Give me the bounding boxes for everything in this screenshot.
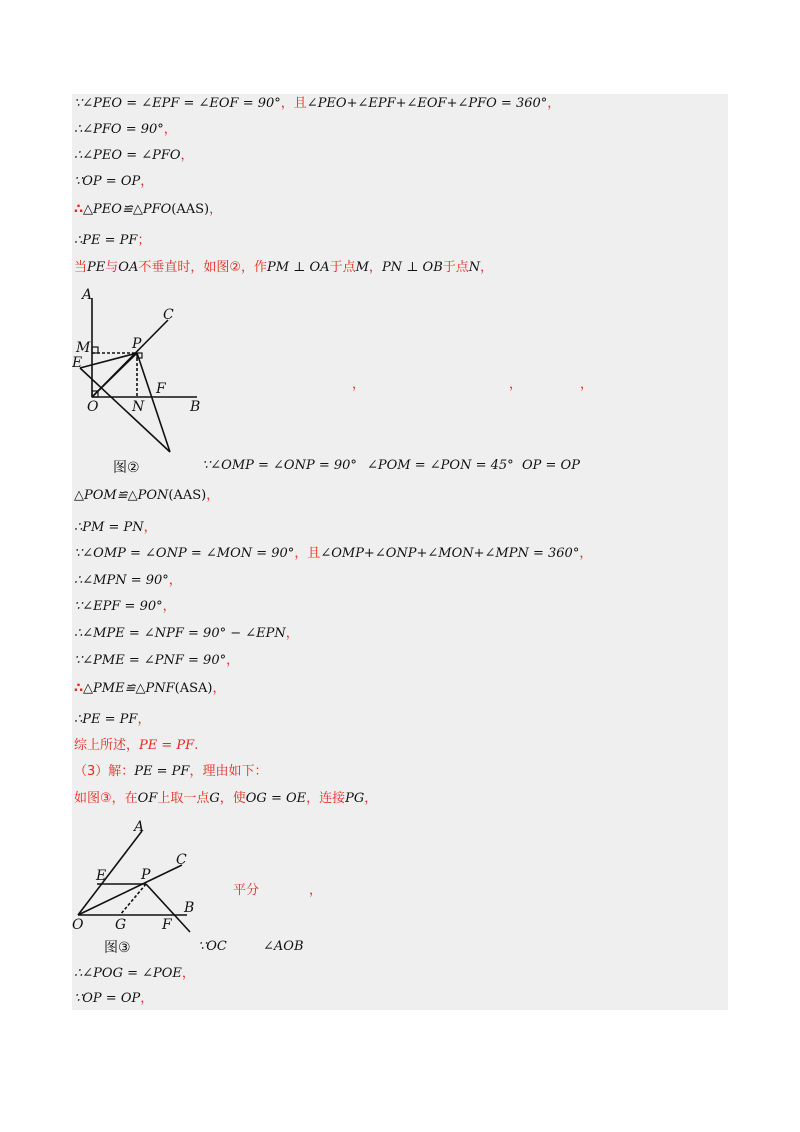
proof-line-11 <box>74 545 592 563</box>
comma: ， <box>547 96 561 111</box>
comma: ， <box>163 122 177 137</box>
therefore-symbol: ∴ <box>74 202 84 217</box>
figure-3-caption: 图③ <box>104 940 131 956</box>
label-M: M <box>76 340 91 356</box>
comma: ， <box>509 377 523 392</box>
text: 上取一点 <box>157 791 210 806</box>
proof-line-9 <box>74 487 219 505</box>
proof-line-16 <box>74 680 225 698</box>
label-C: C <box>176 852 187 868</box>
text: ，连接 <box>306 791 346 806</box>
math-expression: PE = PF <box>139 738 195 753</box>
right-angle-M <box>92 347 98 353</box>
therefore-symbol: ∴ <box>74 681 84 696</box>
label-A: A <box>134 819 145 835</box>
proof-line-19 <box>74 763 267 781</box>
math-expression: ∴∠PEO = ∠PFO <box>74 148 181 163</box>
label-P: P <box>141 867 151 883</box>
text: 于点 <box>329 260 356 275</box>
congruence-reason: (AAS) <box>171 202 210 217</box>
math-expression: ∴∠PFO = 90° <box>74 122 164 137</box>
text: 综上所述， <box>74 738 140 753</box>
math-expression: ∴PE = PF <box>74 233 138 248</box>
proof-line-23 <box>74 990 153 1008</box>
comma: ， <box>143 520 157 535</box>
math-expression: ∴∠MPE = ∠NPF = 90° − ∠EPN <box>74 626 286 641</box>
text: 如图③，在 <box>74 791 138 806</box>
proof-line-20 <box>74 790 377 808</box>
proof-line-22 <box>74 965 195 983</box>
comma: ， <box>162 599 176 614</box>
angle-equality: ∵∠PEO = ∠EPF = ∠EOF = 90° <box>74 96 281 111</box>
math-expression: ∵OC <box>198 939 227 954</box>
comma: ， <box>580 377 594 392</box>
math-expression: ∵∠OMP = ∠ONP = ∠MON = 90° <box>74 546 295 561</box>
text: ，理由如下： <box>189 764 268 779</box>
label-O: O <box>72 917 84 933</box>
ray-OC <box>78 865 182 915</box>
comma: ， <box>209 202 223 217</box>
proof-line-14 <box>74 625 299 643</box>
math-expression: G <box>209 791 220 806</box>
math-expression: OA <box>118 260 139 275</box>
text: 于点 <box>442 260 469 275</box>
label-A: A <box>82 287 93 303</box>
comma: ， <box>206 488 220 503</box>
math-expression: ∠POM = ∠PON = 45° <box>367 458 514 473</box>
comma: ， <box>368 260 382 275</box>
angle-sum: ∠OMP+∠ONP+∠MON+∠MPN = 360° <box>320 546 580 561</box>
text-and: ，且 <box>294 546 321 561</box>
comma: ， <box>180 148 194 163</box>
text: 不垂直时，如图②，作 <box>138 260 267 275</box>
proof-line-5 <box>74 201 222 219</box>
proof-line-17 <box>74 711 150 729</box>
comma: ， <box>137 712 151 727</box>
ray-OA <box>78 831 142 915</box>
math-expression: M <box>355 260 369 275</box>
text: （3）解： <box>74 764 135 779</box>
proof-line-4 <box>74 173 153 191</box>
label-P: P <box>132 336 142 352</box>
math-expression: OG = OE <box>245 791 307 806</box>
math-expression: PG <box>345 791 365 806</box>
comma: ， <box>579 546 593 561</box>
math-expression: ∠AOB <box>263 939 304 954</box>
comma: ， <box>309 883 323 898</box>
congruence-statement: △PEO≌△PFO <box>83 202 172 217</box>
proof-line-1 <box>74 95 560 113</box>
text: ，使 <box>219 791 246 806</box>
comma: ， <box>212 681 226 696</box>
comma: ， <box>140 991 154 1006</box>
label-F: F <box>156 381 166 397</box>
math-expression: ∵∠OMP = ∠ONP = 90° <box>202 458 357 473</box>
proof-line-12 <box>74 572 182 590</box>
comma: ， <box>364 791 378 806</box>
comma: ， <box>226 653 240 668</box>
text: 与 <box>105 260 119 275</box>
math-expression: PN ⊥ OB <box>381 260 443 275</box>
figure-2-diagram <box>72 282 222 482</box>
math-expression: ∵OP = OP <box>74 991 141 1006</box>
comma: ， <box>285 626 299 641</box>
math-expression: OP = OP <box>522 458 580 473</box>
label-E: E <box>72 355 83 371</box>
label-F: F <box>162 917 172 933</box>
figure-2-caption: 图② <box>113 460 140 476</box>
congruence-reason: (ASA) <box>174 681 213 696</box>
math-expression: ∵∠EPF = 90° <box>74 599 163 614</box>
comma: ， <box>480 260 494 275</box>
proof-line-6 <box>74 232 150 250</box>
proof-line-15 <box>74 652 239 670</box>
text-and: ，且 <box>280 96 307 111</box>
comma: ， <box>181 966 195 981</box>
math-expression: PE = PF <box>134 764 190 779</box>
math-expression: PM ⊥ OA <box>266 260 330 275</box>
math-expression: ∵∠PME = ∠PNF = 90° <box>74 653 227 668</box>
proof-line-13 <box>74 598 176 616</box>
math-expression: N <box>468 260 481 275</box>
proof-line-18 <box>74 737 198 755</box>
congruence-reason: (AAS) <box>168 488 207 503</box>
proof-line-7 <box>74 259 493 277</box>
math-expression: ∴∠POG = ∠POE <box>74 966 182 981</box>
label-B: B <box>190 399 201 415</box>
figure-3-diagram <box>72 815 212 960</box>
congruence-statement: △POM≌△PON <box>74 488 169 503</box>
angle-sum: ∠PEO+∠EPF+∠EOF+∠PFO = 360° <box>306 96 548 111</box>
label-N: N <box>132 399 145 415</box>
math-expression: ∴PE = PF <box>74 712 138 727</box>
comma: ， <box>168 573 182 588</box>
label-E: E <box>96 868 107 884</box>
math-expression: ∴PM = PN <box>74 520 144 535</box>
math-expression: OF <box>137 791 158 806</box>
semicolon: ； <box>137 233 151 248</box>
period: . <box>194 738 199 753</box>
label-C: C <box>163 307 174 323</box>
math-expression: ∴∠MPN = 90° <box>74 573 169 588</box>
congruence-statement: △PME≌△PNF <box>83 681 175 696</box>
label-O: O <box>87 399 99 415</box>
label-B: B <box>184 900 195 916</box>
text-bisects: 平分 <box>233 883 260 898</box>
proof-line-3 <box>74 147 194 165</box>
math-expression: PE <box>87 260 106 275</box>
proof-line-10 <box>74 519 157 537</box>
math-expression: ∵OP = OP <box>74 174 141 189</box>
proof-line-2 <box>74 121 177 139</box>
label-G: G <box>115 917 127 933</box>
comma: ， <box>352 377 366 392</box>
text: 当 <box>74 260 88 275</box>
comma: ， <box>140 174 154 189</box>
